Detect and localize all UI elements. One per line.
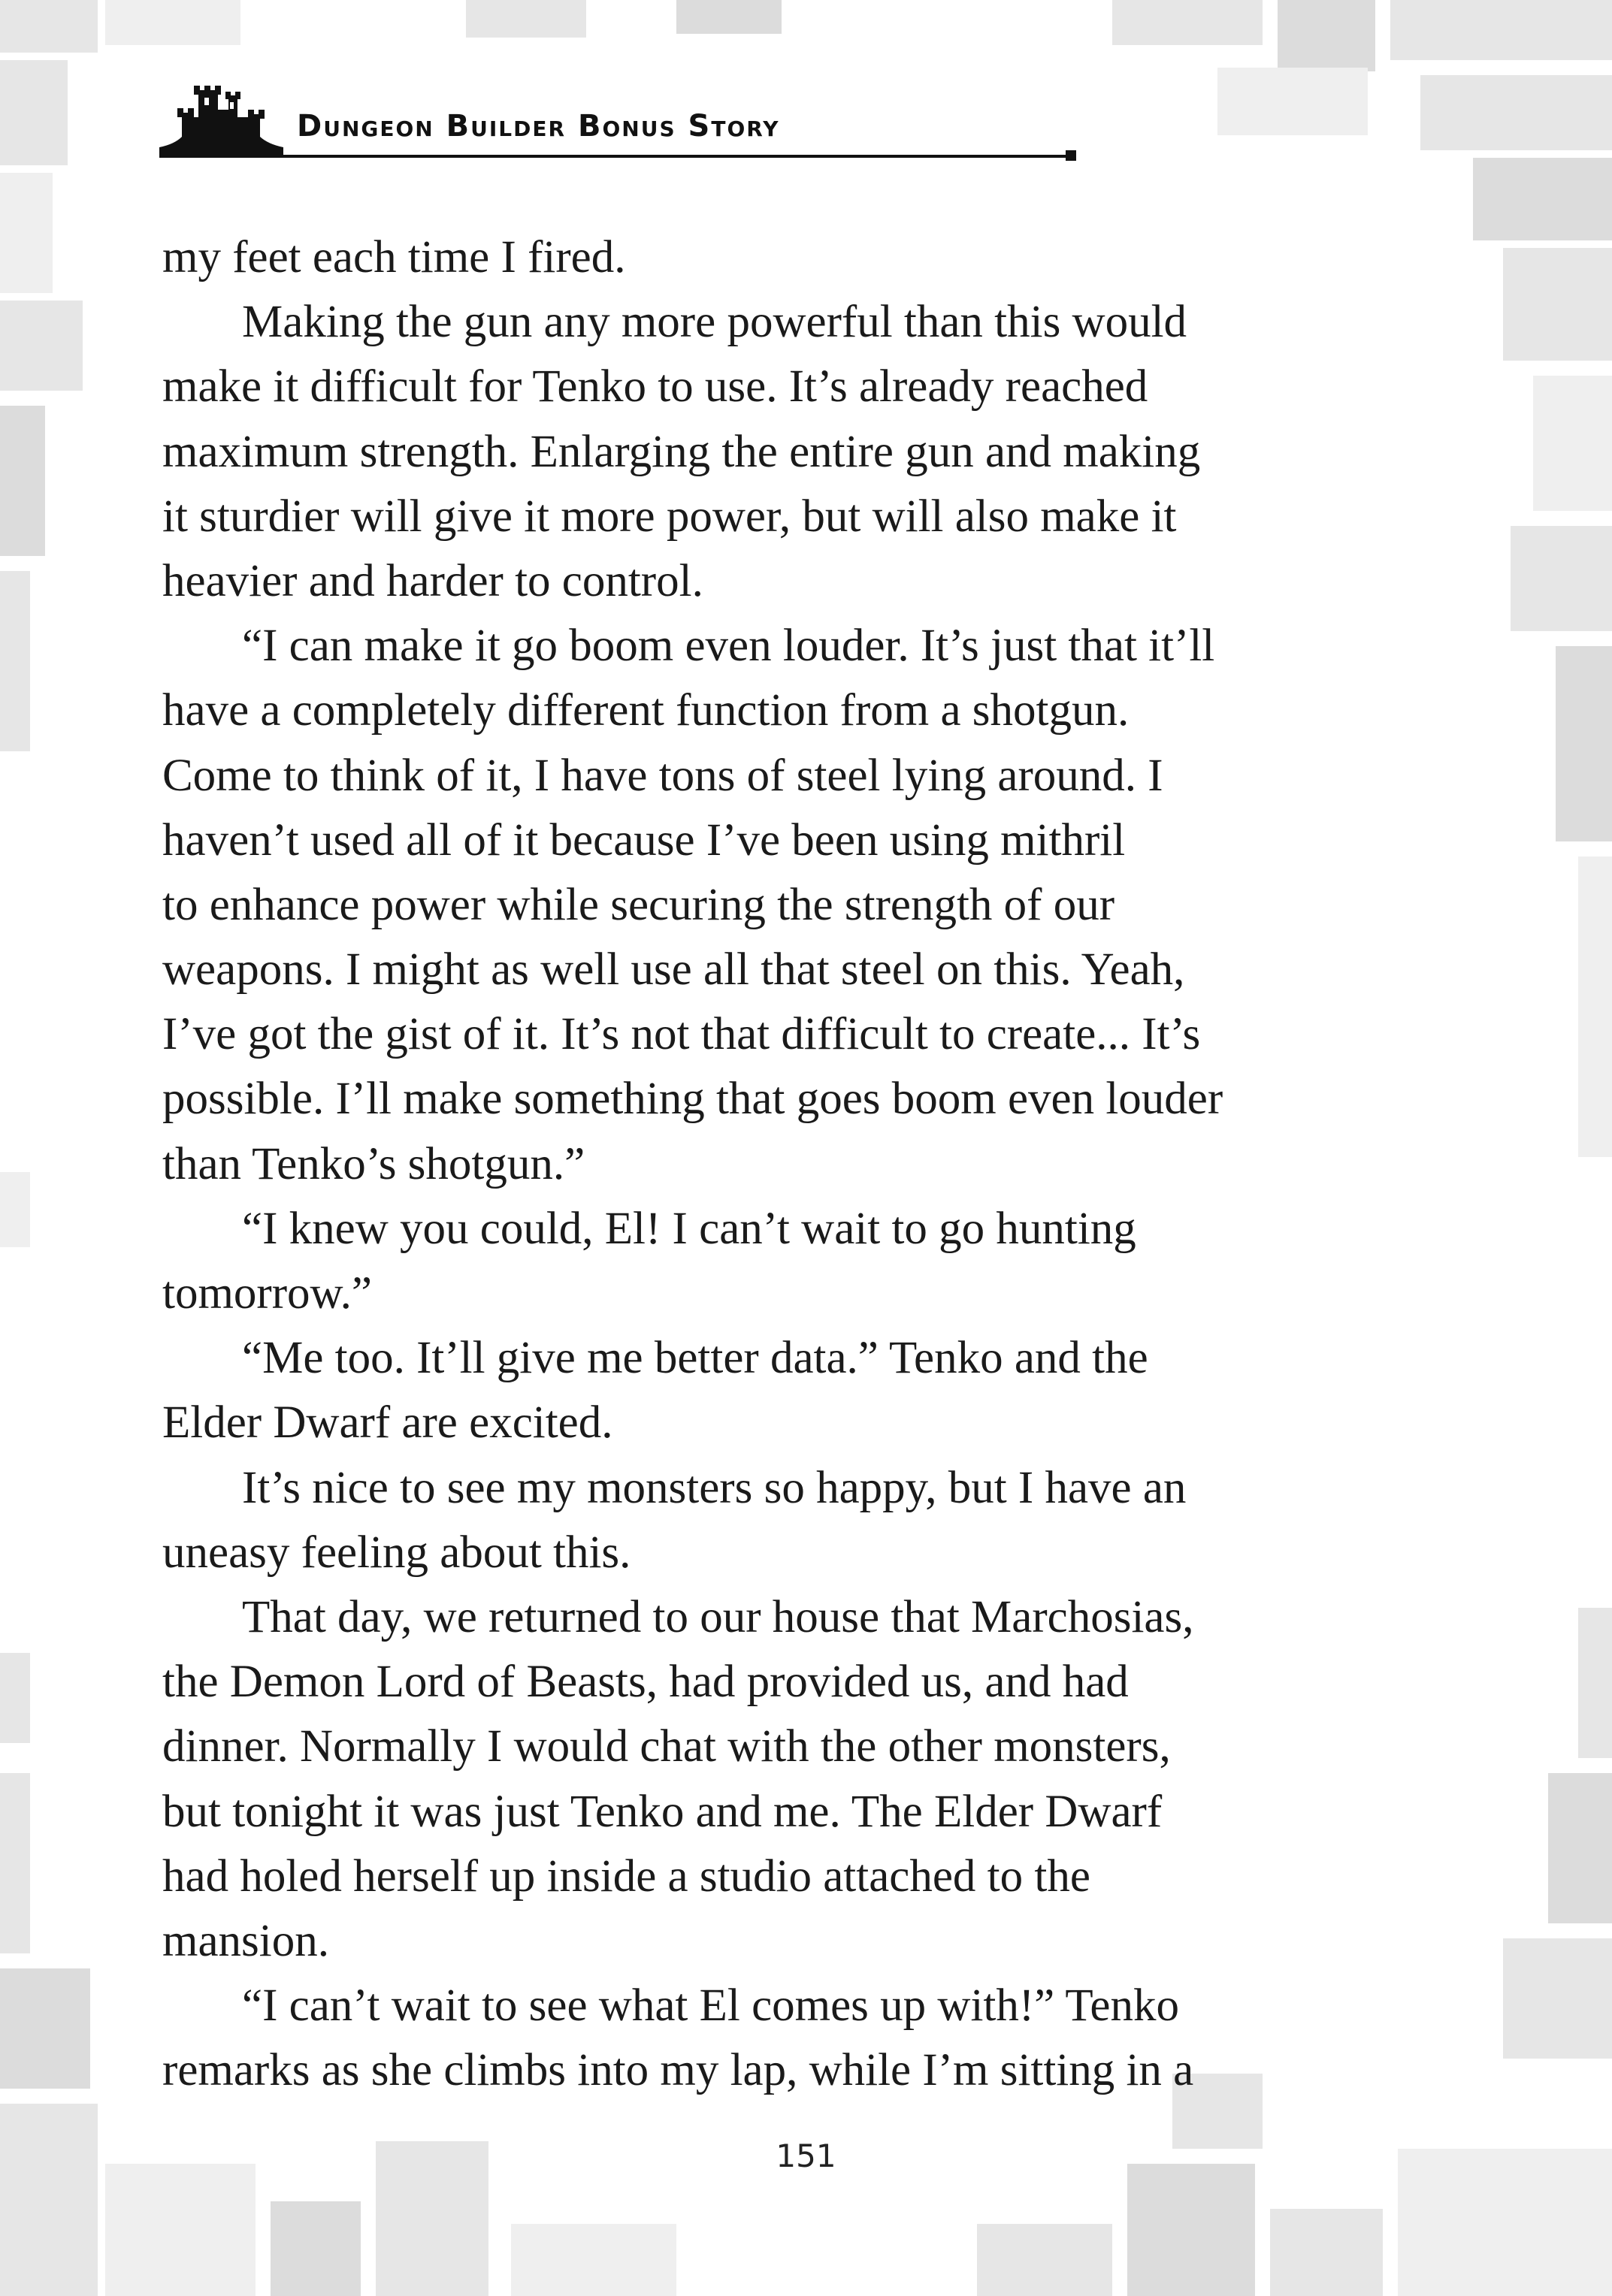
text-line: it sturdier will give it more power, but will also make it bbox=[162, 491, 1177, 542]
text-line: remarks as she climbs into my lap, while I’m sitting in a bbox=[162, 2045, 1194, 2096]
page-number: 151 bbox=[776, 2137, 836, 2174]
text-line: had holed herself up inside a studio attached to the bbox=[162, 1850, 1090, 1902]
text-line: dinner. Normally I would chat with the other monsters, bbox=[162, 1721, 1171, 1772]
castle-icon bbox=[159, 72, 283, 156]
header-rule bbox=[159, 155, 1075, 158]
text-line: have a completely different function from a shotgun. bbox=[162, 685, 1130, 736]
text-line: It’s nice to see my monsters so happy, but I have an bbox=[242, 1462, 1187, 1513]
text-line: Making the gun any more powerful than this would bbox=[242, 297, 1187, 348]
header-rule-end bbox=[1066, 150, 1076, 161]
text-line: haven’t used all of it because I’ve been using mithril bbox=[162, 814, 1126, 866]
text-line: make it difficult for Tenko to use. It’s already reached bbox=[162, 361, 1148, 412]
running-header-title: Dungeon Builder Bonus Story bbox=[297, 109, 780, 144]
text-line: “I can make it go boom even louder. It’s just that it’ll bbox=[242, 621, 1215, 672]
text-line: mansion. bbox=[162, 1915, 329, 1966]
body-text bbox=[162, 225, 1440, 2103]
text-line: maximum strength. Enlarging the entire gun and making bbox=[162, 426, 1201, 477]
text-line: the Demon Lord of Beasts, had provided us, and had bbox=[162, 1657, 1129, 1708]
text-line: heavier and harder to control. bbox=[162, 555, 703, 606]
text-line: Elder Dwarf are excited. bbox=[162, 1397, 613, 1449]
text-line: weapons. I might as well use all that steel on this. Yeah, bbox=[162, 944, 1185, 995]
text-line: Come to think of it, I have tons of steel lying around. I bbox=[162, 750, 1163, 801]
text-line: “Me too. It’ll give me better data.” Tenko and the bbox=[242, 1333, 1148, 1384]
text-line: I’ve got the gist of it. It’s not that difficult to create... It’s bbox=[162, 1009, 1201, 1060]
text-line: possible. I’ll make something that goes boom even louder bbox=[162, 1074, 1223, 1125]
text-line: but tonight it was just Tenko and me. The Elder Dwarf bbox=[162, 1786, 1163, 1837]
text-line: That day, we returned to our house that Marchosias, bbox=[242, 1591, 1194, 1642]
text-line: my feet each time I fired. bbox=[162, 232, 626, 282]
text-line: to enhance power while securing the strength of our bbox=[162, 879, 1115, 930]
text-line: than Tenko’s shotgun.” bbox=[162, 1138, 585, 1189]
text-line: “I can’t wait to see what El comes up with!” Tenko bbox=[242, 1980, 1179, 2032]
text-line: tomorrow.” bbox=[162, 1268, 372, 1319]
text-line: “I knew you could, El! I can’t wait to go hunting bbox=[242, 1203, 1136, 1254]
text-line: uneasy feeling about this. bbox=[162, 1527, 631, 1578]
